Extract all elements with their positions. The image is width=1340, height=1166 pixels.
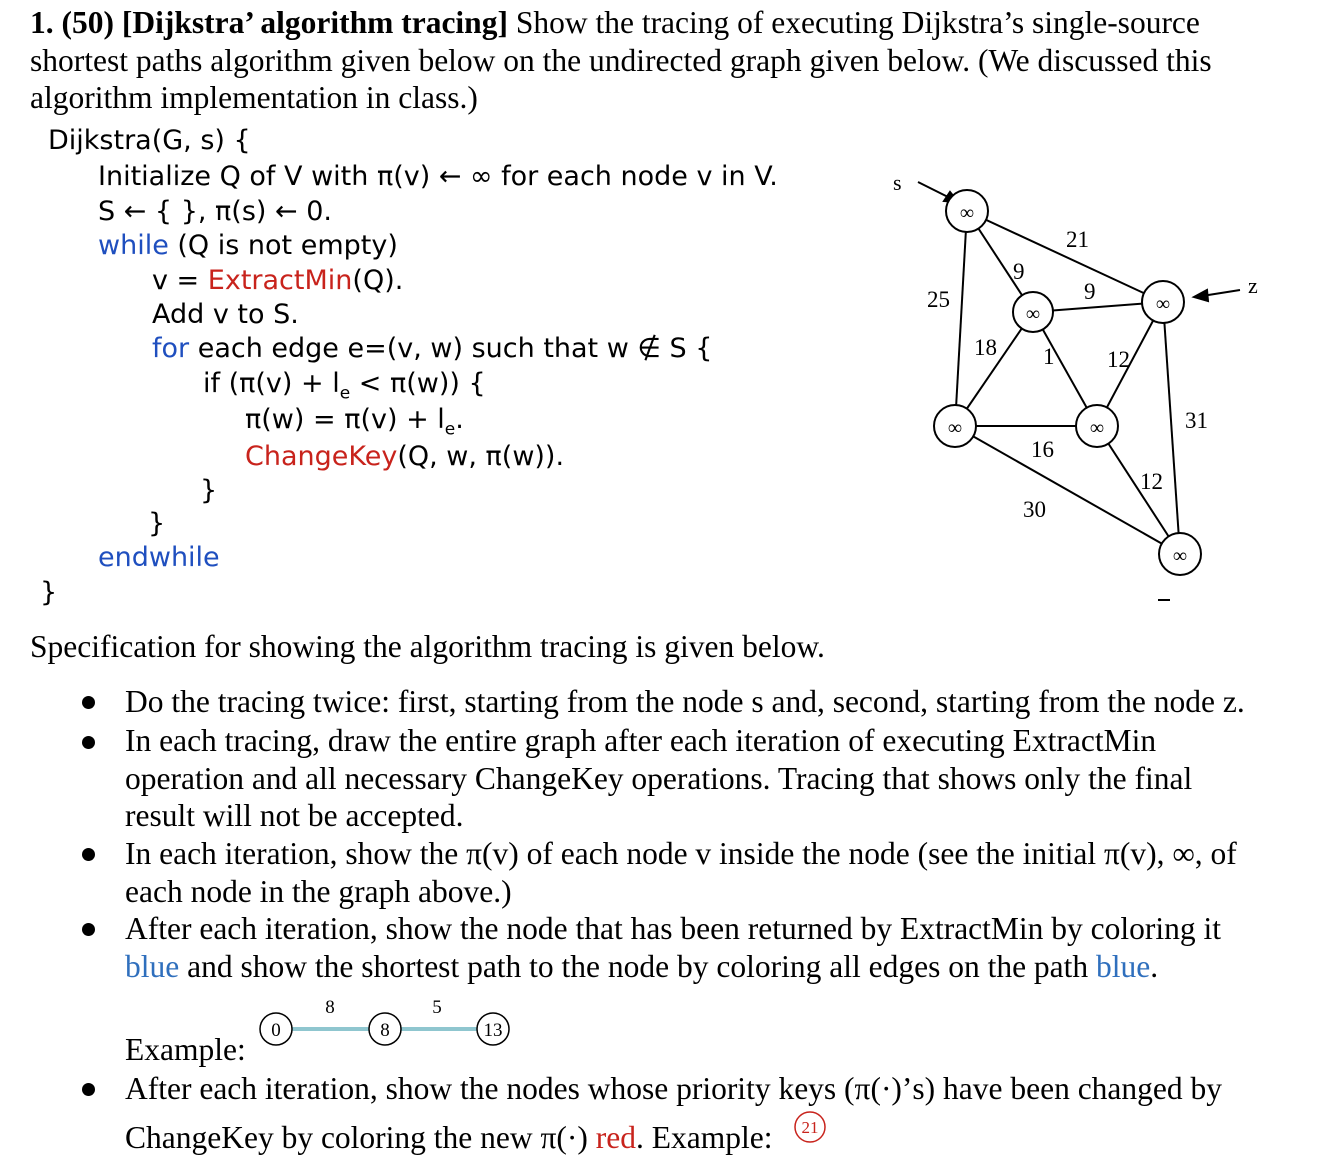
node-c-value: ∞ (947, 417, 963, 439)
word-red: red (595, 1120, 636, 1155)
keyword-for: for (152, 333, 190, 364)
bullet-5-example: . Example: (636, 1120, 773, 1155)
weight-c-e: 30 (1023, 497, 1046, 522)
code-line-3: S ← { }, π(s) ← 0. (98, 196, 332, 227)
node-z-value: ∞ (1155, 293, 1171, 315)
weight-s-c: 25 (927, 287, 950, 312)
example-node-13-value: 13 (483, 1020, 503, 1041)
bullet-4-line-1: After each iteration, show the node that has been returned by ExtractMin by coloring it (125, 911, 1222, 946)
code-line-4 (98, 229, 398, 264)
bullet-2-line-3: result will not be accepted. (125, 798, 464, 833)
example-path (250, 992, 520, 1052)
extract-assign: v = (152, 265, 208, 296)
code-line-2: Initialize Q of V with π(v) ← ∞ for each node v in V. (98, 161, 778, 192)
if-a: if (π(v) + l (203, 368, 340, 399)
code-line-14: } (40, 577, 58, 608)
example-node-0-value: 0 (271, 1020, 281, 1041)
node-s-value: ∞ (959, 202, 975, 224)
node-a-value: ∞ (1025, 303, 1041, 325)
edge-s-c (955, 211, 967, 426)
while-condition: (Q is not empty) (168, 230, 398, 261)
code-line-12: } (148, 508, 166, 539)
weight-s-z: 21 (1066, 227, 1089, 252)
for-clause: each edge e=(v, w) such that w ∉ S { (189, 333, 713, 364)
bullet-4-line-2: and show the shortest path to the node by coloring all edges on the path (179, 948, 1097, 984)
spec-bullet-5-line-2 (125, 1119, 772, 1157)
bullet-4 (82, 923, 95, 936)
example-label: Example: (125, 1032, 246, 1067)
weight-z-d: 12 (1107, 347, 1130, 372)
problem-line-3: algorithm implementation in class.) (30, 80, 478, 115)
bullet-3-line-1: In each iteration, show the π(v) of each node v inside the node (see the initial π(v), ∞, of (125, 836, 1237, 871)
edge-d-e (1097, 426, 1180, 554)
bullet-2 (82, 736, 95, 749)
weight-s-a: 9 (1013, 259, 1025, 284)
red-key-value: 21 (801, 1118, 819, 1137)
update-a: π(w) = π(v) + l (245, 404, 445, 435)
code-line-11: } (200, 475, 218, 506)
weight-a-d: 1 (1043, 344, 1055, 369)
problem-number: 1. (50) [Dijkstra’ algorithm tracing] (30, 5, 508, 40)
problem-line-2: shortest paths algorithm given below on the undirected graph given below. (We discussed this (30, 42, 1212, 78)
weight-d-e: 12 (1140, 469, 1163, 494)
spec-bullet-2 (125, 722, 1192, 835)
edge-z-e (1163, 302, 1180, 554)
bullet-5-text: ChangeKey by coloring the new π(·) (125, 1120, 596, 1155)
label-z: z (1248, 273, 1258, 298)
problem-intro: Show the tracing of executing Dijkstra’s single-source (515, 5, 1200, 40)
weight-c-d: 16 (1031, 437, 1054, 462)
update-b: . (455, 404, 464, 435)
word-blue-1: blue (125, 948, 180, 984)
fn-extractmin: ExtractMin (207, 265, 353, 296)
spec-bullet-5-line-1: After each iteration, show the nodes whose priority keys (π(·)’s) have been changed by (125, 1071, 1223, 1106)
example-weight-2: 5 (432, 997, 442, 1018)
weight-a-z: 9 (1084, 279, 1096, 304)
red-key-example (790, 1108, 830, 1148)
arrow-z-head (1194, 290, 1208, 301)
graph-edges (955, 211, 1180, 554)
bullet-2-line-2: operation and all necessary ChangeKey operations. Tracing that shows only the final (125, 760, 1193, 796)
code-line-1: Dijkstra(G, s) { (48, 125, 251, 156)
code-line-6: Add v to S. (152, 299, 299, 330)
bullet-5 (82, 1083, 95, 1096)
code-line-13: endwhile (98, 542, 220, 573)
label-s: s (893, 170, 902, 195)
node-d-value: ∞ (1089, 417, 1105, 439)
changekey-args: (Q, w, π(w)). (397, 441, 565, 472)
weight-a-c: 18 (974, 335, 997, 360)
bullet-3 (82, 848, 95, 861)
spec-intro: Specification for showing the algorithm tracing is given below. (30, 629, 825, 664)
if-sub: e (339, 383, 351, 404)
code-line-10 (245, 440, 564, 475)
node-e-value: ∞ (1172, 545, 1188, 567)
spec-bullet-4 (125, 910, 1221, 985)
bullet-3-line-2: each node in the graph above.) (125, 873, 512, 909)
bullet-2-line-1: In each tracing, draw the entire graph after each iteration of executing ExtractMin (125, 723, 1157, 758)
code-line-5 (152, 264, 403, 299)
bullet-1 (82, 696, 95, 709)
if-b: < π(w)) { (350, 368, 486, 399)
code-line-7 (152, 332, 712, 367)
graph-diagram (880, 160, 1300, 605)
fn-changekey: ChangeKey (245, 441, 398, 472)
spec-bullet-1: Do the tracing twice: first, starting from the node s and, second, starting from the node z. (125, 684, 1245, 719)
weight-z-e: 31 (1185, 408, 1208, 433)
example-weight-1: 8 (325, 997, 335, 1018)
keyword-while: while (98, 230, 169, 261)
update-sub: e (444, 419, 456, 440)
extract-args: (Q). (352, 265, 404, 296)
word-blue-2: blue (1096, 948, 1151, 984)
example-node-8-value: 8 (380, 1020, 390, 1041)
spec-bullet-3 (125, 835, 1237, 910)
bullet-4-period: . (1150, 948, 1159, 984)
problem-heading (30, 4, 1320, 117)
